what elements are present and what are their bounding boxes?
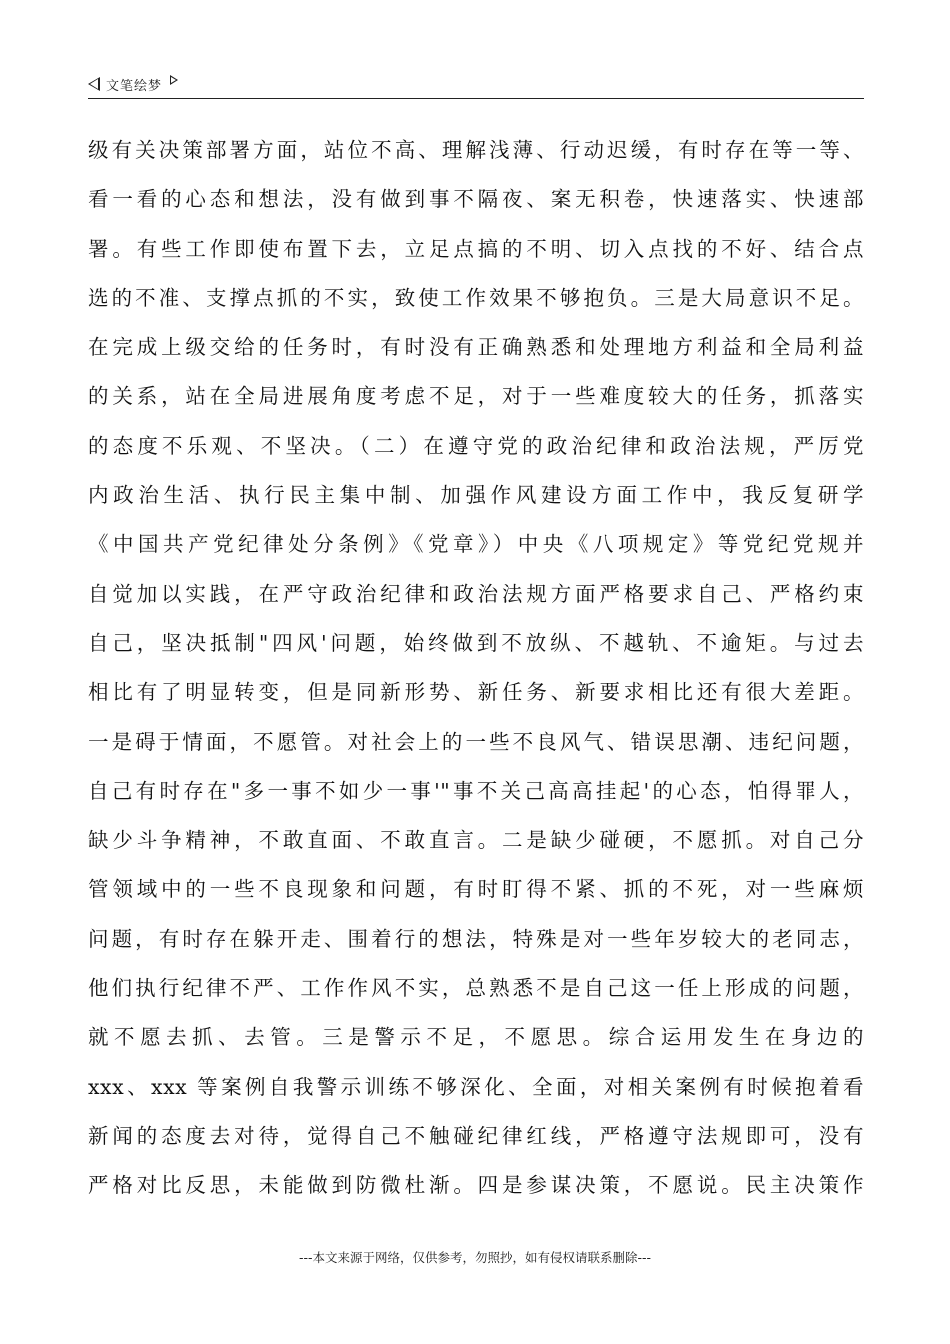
footer-notice: ---本文来源于网络，仅供参考，勿照抄，如有侵权请联系删除--- <box>298 1250 652 1265</box>
left-triangle-icon <box>88 77 100 91</box>
text-line: 的态度不乐观、不坚决。（二）在遵守党的政治纪律和政治法规，严厉党 <box>88 433 864 458</box>
text-line: 他们执行纪律不严、工作作风不实，总熟悉不是自己这一任上形成的问题， <box>88 976 864 1001</box>
text-line: 署。有些工作即使布置下去，立足点搞的不明、切入点找的不好、结合点 <box>88 236 864 261</box>
text-line: 问题，有时存在躲开走、围着行的想法，特殊是对一些年岁较大的老同志， <box>88 926 864 951</box>
text-line: 在完成上级交给的任务时，有时没有正确熟悉和处理地方利益和全局利益 <box>88 335 864 360</box>
text-line: 选的不准、支撑点抓的不实，致使工作效果不够抱负。三是大局意识不足。 <box>88 285 864 310</box>
text-line: 严格对比反思，未能做到防微杜渐。四是参谋决策，不愿说。民主决策作 <box>88 1173 864 1198</box>
header-brand: 文笔绘梦 <box>106 78 163 94</box>
text-line: 管领域中的一些不良现象和问题，有时盯得不紧、抓的不死，对一些麻烦 <box>88 877 864 902</box>
document-body <box>88 126 864 1211</box>
text-line: 就不愿去抓、去管。三是警示不足，不愿思。综合运用发生在身边的 <box>88 1025 864 1050</box>
text-line: 新闻的态度去对待，觉得自己不触碰纪律红线，严格遵守法规即可，没有 <box>88 1123 864 1148</box>
text-line: 相比有了明显转变，但是同新形势、新任务、新要求相比还有很大差距。 <box>88 680 864 705</box>
text-line: 一是碍于情面，不愿管。对社会上的一些不良风气、错误思潮、违纪问题， <box>88 729 864 754</box>
text-line: 级有关决策部署方面，站位不高、理解浅薄、行动迟缓，有时存在等一等、 <box>88 138 864 162</box>
text-line: 自觉加以实践，在严守政治纪律和政治法规方面严格要求自己、严格约束 <box>88 581 864 606</box>
text-line: 看一看的心态和想法，没有做到事不隔夜、案无积卷，快速落实、快速部 <box>88 187 864 212</box>
text-line: 《中国共产党纪律处分条例》《党章》）中央《八项规定》等党纪党规并 <box>88 532 864 557</box>
text-line: 自己，坚决抵制"四风'问题，始终做到不放纵、不越轨、不逾矩。与过去 <box>88 630 864 655</box>
text-line: 缺少斗争精神，不敢直面、不敢直言。二是缺少碰硬，不愿抓。对自己分 <box>88 828 864 853</box>
text-line: 内政治生活、执行民主集中制、加强作风建设方面工作中，我反复研学 <box>88 483 864 508</box>
text-line: 自己有时存在"多一事不如少一事'"事不关己高高挂起'的心态，怕得罪人， <box>88 778 864 803</box>
right-triangle-icon <box>170 75 178 85</box>
text-line: 的关系，站在全局进展角度考虑不足，对于一些难度较大的任务，抓落实 <box>88 384 864 409</box>
text-line: xxx、xxx 等案例自我警示训练不够深化、全面，对相关案例有时候抱着看 <box>88 1074 864 1099</box>
page-header <box>88 70 864 99</box>
